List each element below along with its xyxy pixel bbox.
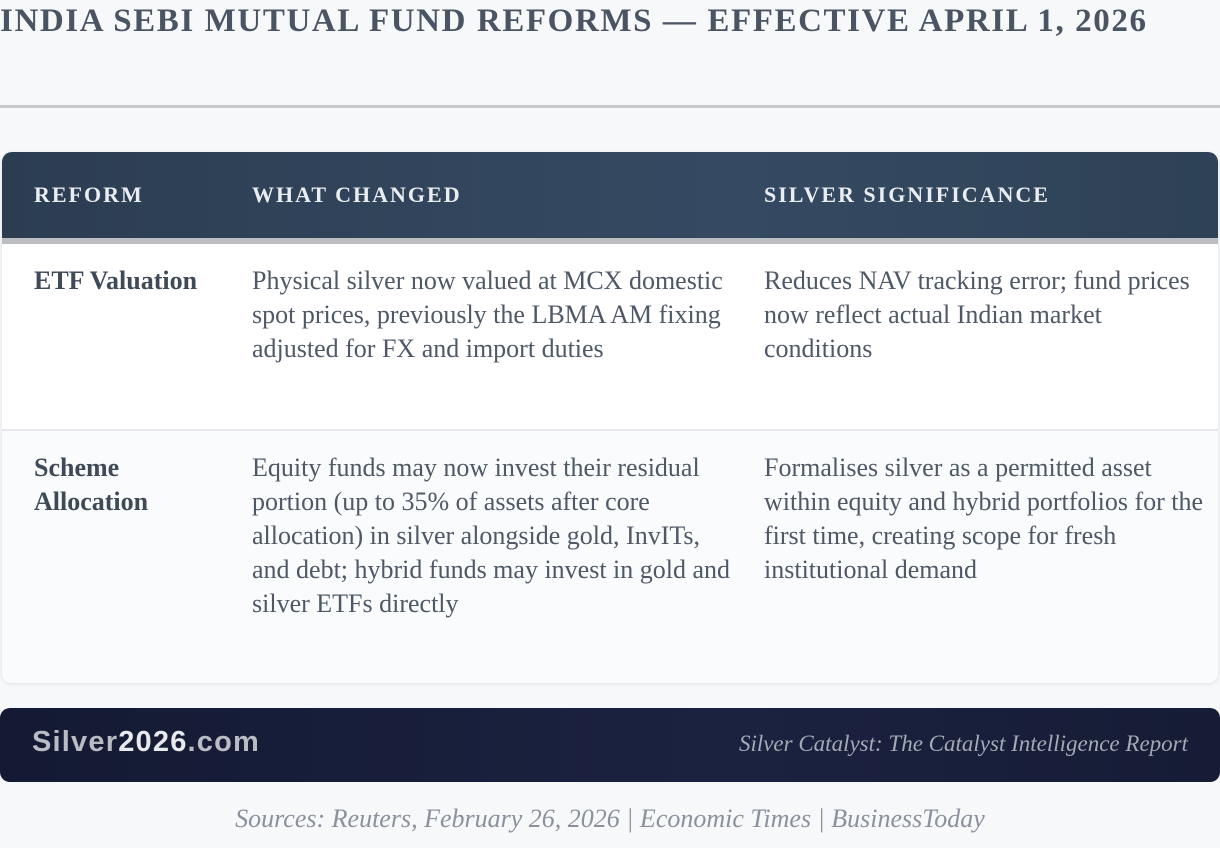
- reform-cell: ETF Valuation: [34, 266, 198, 295]
- brand-prefix: Silver: [32, 726, 119, 758]
- brand-suffix: .com: [187, 726, 261, 758]
- significance-cell: Formalises silver as a permitted asset within equity and hybrid portfolios for the first time, creating scope for fresh institutional demand: [764, 453, 1204, 584]
- what-changed-cell: Equity funds may now invest their residual portion (up to 35% of assets after core allocation) in silver alongside gold, InvITs, and debt; hybrid funds may invest in gold and silver ETFs directly: [252, 453, 731, 618]
- table-header: [2, 152, 1218, 244]
- significance-cell: Reduces NAV tracking error; fund prices now reflect actual Indian market conditions: [764, 266, 1190, 363]
- site-brand[interactable]: [32, 726, 260, 759]
- brand-year: 2026: [118, 726, 188, 758]
- reform-cell: Scheme Allocation: [34, 453, 149, 516]
- page-title: INDIA SEBI MUTUAL FUND REFORMS — EFFECTIVE APRIL 1, 2026: [0, 3, 1148, 39]
- report-tagline: Silver Catalyst: The Catalyst Intelligence Report: [738, 731, 1188, 756]
- reforms-table: [2, 152, 1218, 683]
- header-what-changed: WHAT CHANGED: [252, 182, 462, 207]
- what-changed-cell: Physical silver now valued at MCX domestic spot prices, previously the LBMA AM fixing adjusted for FX and import duties: [252, 266, 723, 363]
- footer-banner: [0, 708, 1220, 782]
- table-row: [2, 244, 1218, 431]
- sources-note: Sources: Reuters, February 26, 2026 | Economic Times | BusinessToday: [235, 804, 985, 833]
- table-row: [2, 431, 1218, 683]
- header-reform: REFORM: [34, 182, 144, 207]
- title-divider: [0, 105, 1220, 108]
- header-silver-significance: SILVER SIGNIFICANCE: [764, 182, 1050, 207]
